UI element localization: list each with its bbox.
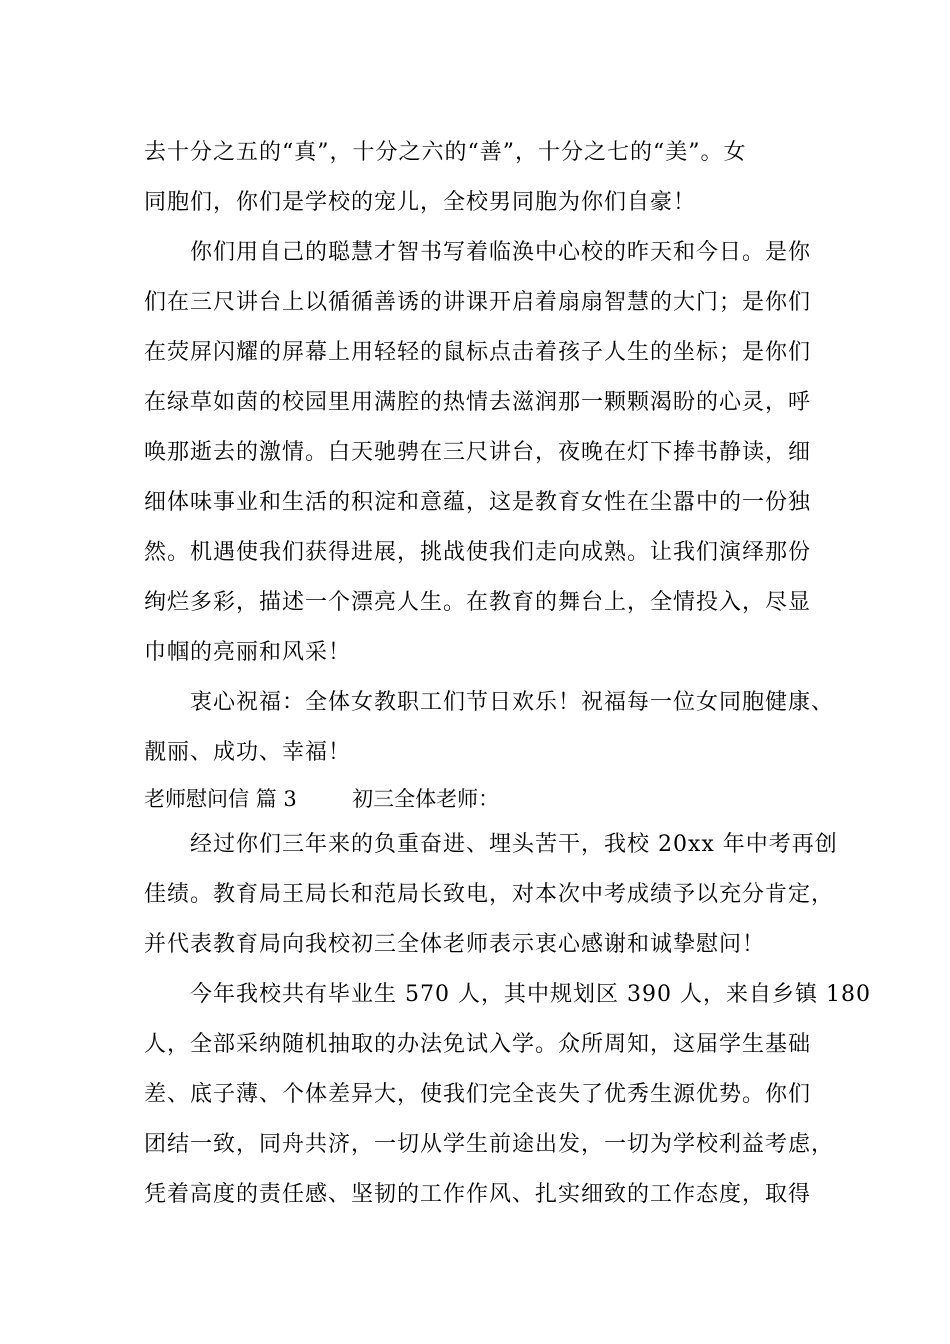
text-line: 然。机遇使我们获得进展，挑战使我们走向成熟。让我们演绎那份 bbox=[144, 540, 812, 565]
paragraph-2 bbox=[144, 228, 834, 678]
heading-section: 篇 3 bbox=[255, 787, 297, 811]
text-line: 经过你们三年来的负重奋进、埋头苦干，我校 20xx 年中考再创 bbox=[190, 832, 838, 857]
text-line: 并代表教育局向我校初三全体老师表示衷心感谢和诚挚慰问！ bbox=[144, 932, 766, 957]
text-line: 人，全部采纳随机抽取的办法免试入学。众所周知，这届学生基础 bbox=[144, 1032, 812, 1057]
text-line: 差、底子薄、个体差异大，使我们完全丧失了优秀生源优势。你们 bbox=[144, 1082, 812, 1107]
document-page bbox=[144, 128, 871, 1220]
paragraph-5 bbox=[144, 970, 871, 1220]
heading-salutation: 初三全体老师： bbox=[352, 787, 500, 811]
text-line: 团结一致，同舟共济，一切从学生前途出发，一切为学校利益考虑， bbox=[144, 1132, 835, 1157]
text-line: 去十分之五的“真”，十分之六的“善”，十分之七的“美”。女 bbox=[144, 140, 747, 165]
text-line: 绚烂多彩，描述一个漂亮人生。在教育的舞台上，全情投入，尽显 bbox=[144, 590, 812, 615]
text-line: 在绿草如茵的校园里用满腔的热情去滋润那一颗颗渴盼的心灵，呼 bbox=[144, 390, 812, 415]
text-line: 衷心祝福：全体女教职工们节日欢乐！祝福每一位女同胞健康、 bbox=[190, 690, 835, 715]
section-heading bbox=[144, 778, 834, 820]
text-line: 佳绩。教育局王局长和范局长致电，对本次中考成绩予以充分肯定， bbox=[144, 882, 835, 907]
text-line: 巾帼的亮丽和风采！ bbox=[144, 640, 352, 665]
text-line: 你们用自己的聪慧才智书写着临涣中心校的昨天和今日。是你 bbox=[190, 240, 812, 265]
heading-title: 老师慰问信 bbox=[144, 787, 249, 811]
text-line: 靓丽、成功、幸福！ bbox=[144, 740, 352, 765]
text-line: 凭着高度的责任感、坚韧的工作作风、扎实细致的工作态度，取得 bbox=[144, 1182, 812, 1207]
paragraph-3 bbox=[144, 678, 834, 778]
paragraph-4 bbox=[144, 820, 838, 970]
text-line: 在荧屏闪耀的屏幕上用轻轻的鼠标点击着孩子人生的坐标；是你们 bbox=[144, 340, 812, 365]
text-line: 们在三尺讲台上以循循善诱的讲课开启着扇扇智慧的大门；是你们 bbox=[144, 290, 812, 315]
text-line: 同胞们，你们是学校的宠儿，全校男同胞为你们自豪！ bbox=[144, 190, 697, 215]
text-line: 今年我校共有毕业生 570 人，其中规划区 390 人，来自乡镇 180 bbox=[190, 982, 871, 1007]
text-line: 唤那逝去的激情。白天驰骋在三尺讲台，夜晚在灯下捧书静读，细 bbox=[144, 440, 812, 465]
paragraph-1 bbox=[144, 128, 834, 228]
text-line: 细体味事业和生活的积淀和意蕴，这是教育女性在尘嚣中的一份独 bbox=[144, 490, 812, 515]
